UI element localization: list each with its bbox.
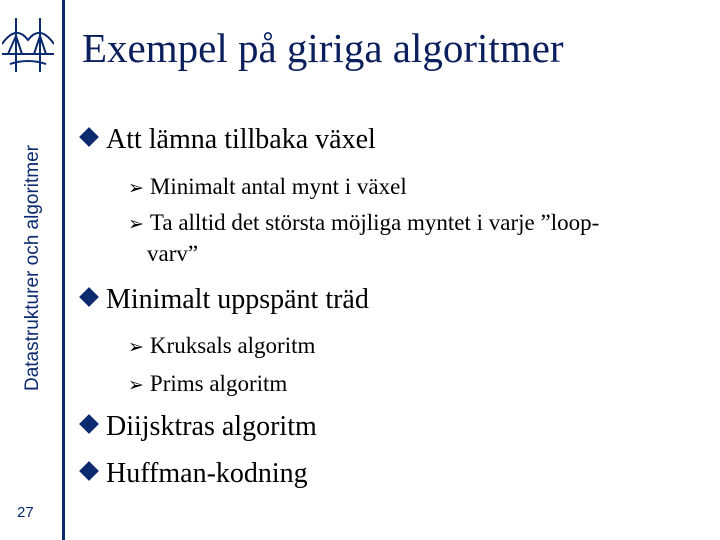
bullet-item (82, 124, 376, 156)
sub-text: Minimalt antal mynt i växel (149, 174, 407, 199)
sub-text: varv” (147, 241, 199, 266)
bullet-text: Minimalt uppspänt träd (106, 284, 369, 315)
sub-text: Kruksals algoritm (149, 333, 316, 358)
bullet-item (82, 411, 317, 443)
arrow-bullet-icon: ➢ (128, 336, 144, 358)
arrow-bullet-icon: ➢ (128, 374, 144, 396)
sub-text: Ta alltid det största möjliga myntet i varje ”loop- (149, 210, 600, 235)
diamond-bullet-icon (79, 127, 99, 147)
bullet-text: Diijsktras algoritm (106, 411, 317, 442)
bullet-item (82, 284, 369, 316)
sub-item (128, 171, 407, 204)
course-title: Datastrukturer och algoritmer (22, 144, 43, 392)
sub-item (128, 207, 599, 240)
diamond-bullet-icon (79, 414, 99, 434)
sidebar (0, 0, 64, 540)
arrow-bullet-icon: ➢ (128, 177, 144, 199)
sidebar-divider (62, 0, 65, 540)
diamond-bullet-icon (79, 461, 99, 481)
diamond-bullet-icon (79, 287, 99, 307)
bullet-text: Huffman-kodning (106, 458, 308, 489)
arrow-bullet-icon: ➢ (128, 213, 144, 235)
sub-item-continuation (147, 238, 198, 270)
sub-item (128, 368, 287, 401)
bridge-logo-icon (2, 14, 54, 76)
bullet-text: Att lämna tillbaka växel (106, 124, 376, 155)
sub-item (128, 330, 315, 363)
page-number: 27 (17, 504, 34, 521)
slide-title: Exempel på giriga algoritmer (82, 25, 564, 71)
bullet-item (82, 458, 308, 490)
sub-text: Prims algoritm (149, 371, 288, 396)
